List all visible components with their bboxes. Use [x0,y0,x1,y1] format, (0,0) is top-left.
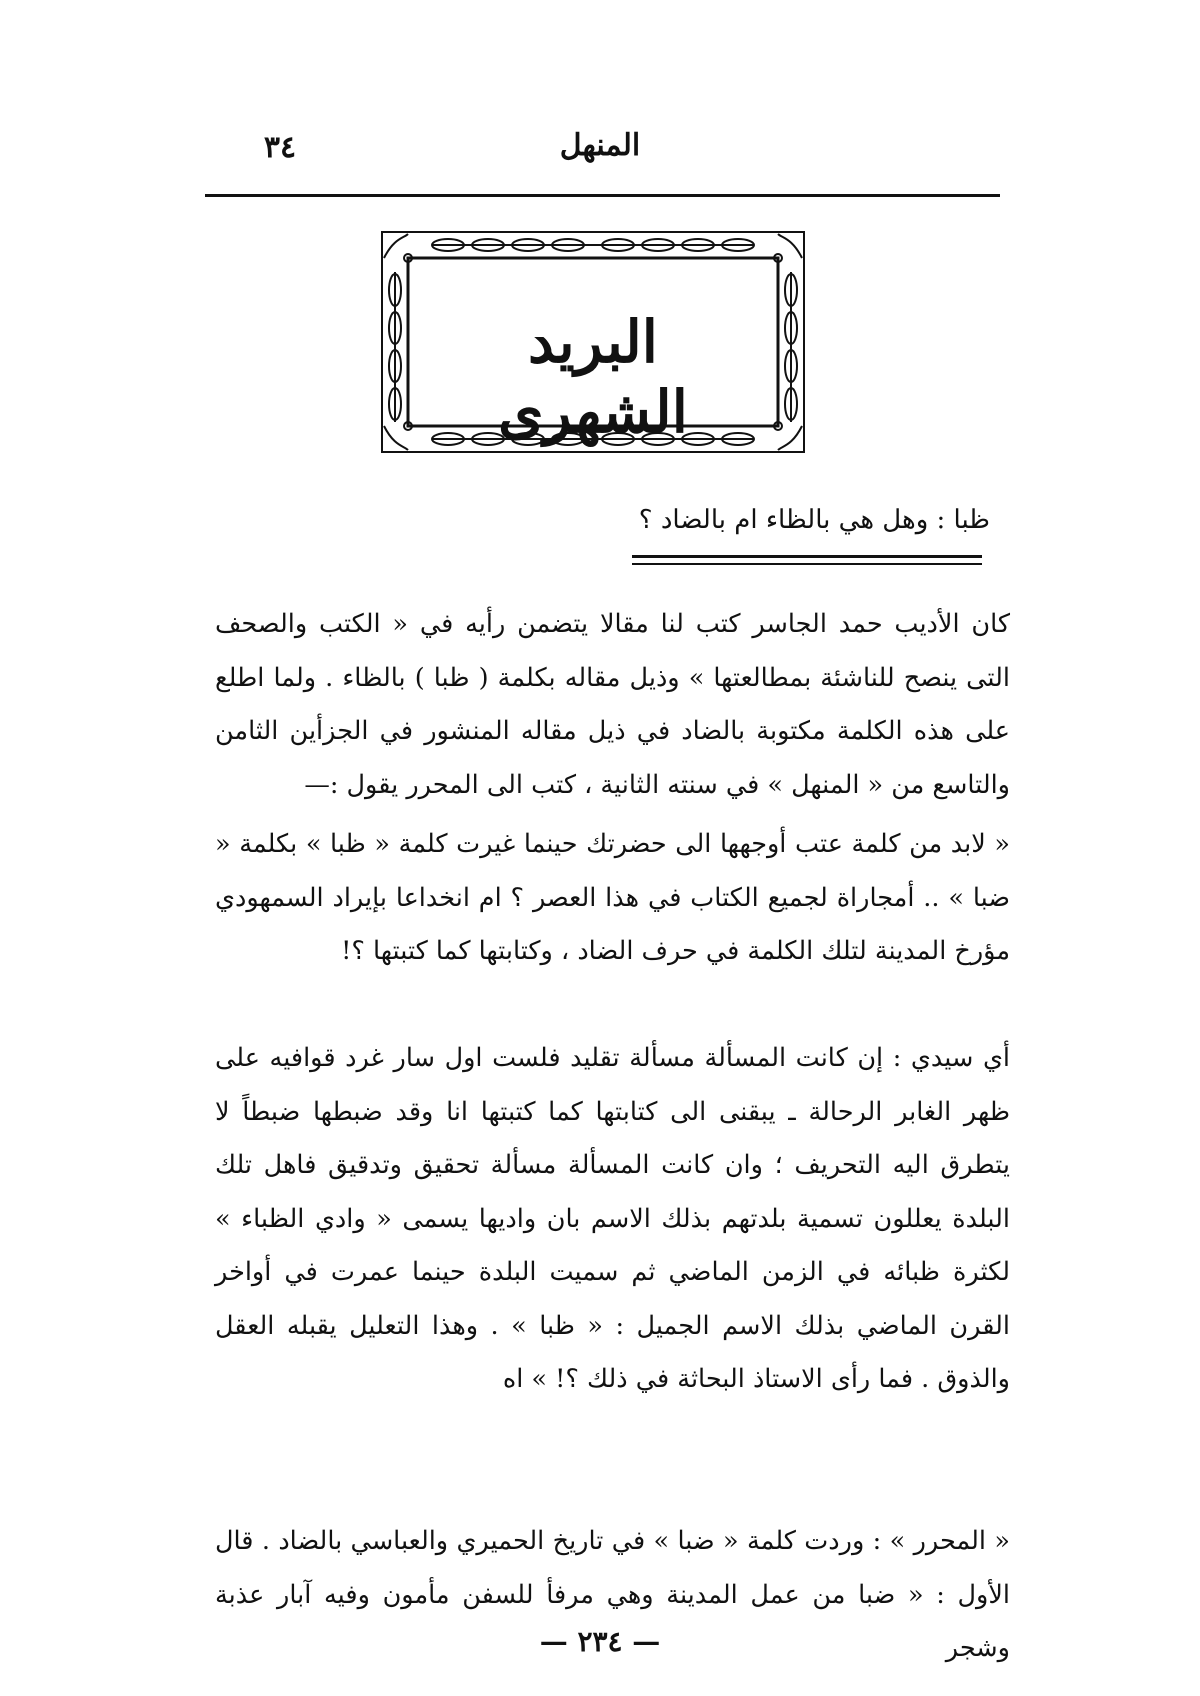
paragraph: أي سيدي : إن كانت المسألة مسألة تقليد فلست اول سار غرد قوافيه على ظهر الغابر الرحالة ـ يبقنى الى كتابتها كما كتبتها انا وقد ضبطها ضبطاً لا يتطرق اليه التحريف ؛ وان كانت المسألة مسألة تحقيق وتدقيق فاهل تلك البلدة يعللون تسمية بلدتهم بذلك الاسم بان واديها يسمى « وادي الظباء » لكثرة ظبائه في الزمن الماضي ثم سميت البلدة حينما عمرت في أواخر القرن الماضي بذلك الاسم الجميل : « ظبا » . وهذا التعليل يقبله العقل والذوق . فما رأى الاستاذ البحاثة في ذلك ؟! » اه [215,1043,1010,1394]
footer-page-number: — ٢٣٤ — [539,1625,661,1658]
subject-heading: ظبا : وهل هي بالظاء ام بالضاد ؟ [638,505,990,535]
paragraph: كان الأديب حمد الجاسر كتب لنا مقالا يتضمن رأيه في « الكتب والصحف التى ينصح للناشئة بمطالعتها » وذيل مقاله بكلمة ( ظبا ) بالظاء . ولما اطلع على هذه الكلمة مكتوبة بالضاد في ذيل مقاله المنشور في الجزأين الثامن والتاسع من « المنهل » في سنته الثانية ، كتب الى المحرر يقول :— [215,609,1010,800]
paragraph: « لابد من كلمة عتب أوجهها الى حضرتك حينما غيرت كلمة « ظبا » بكلمة « ضبا » .. أمجاراة لجميع الكتاب في هذا العصر ؟ ام انخداعا بإيراد السمهودي مؤرخ المدينة لتلك الكلمة في حرف الضاد ، وكتابتها كما كتبتها ؟! [215,829,1010,966]
paragraph: « المحرر » : وردت كلمة « ضبا » في تاريخ الحميري والعباسي بالضاد . قال الأول : « ضبا من عمل المدينة وهي مرفأ للسفن مأمون وفيه آبار عذبة وشجر [215,1526,1010,1663]
header-divider [205,194,1000,197]
section-title-frame [378,228,808,456]
journal-title: المنهل [559,128,641,163]
subject-underline-thin [632,563,982,565]
section-title: البريد الشهرى [498,308,688,446]
header-page-number: ٣٤ [263,130,297,165]
subject-underline [632,555,982,558]
